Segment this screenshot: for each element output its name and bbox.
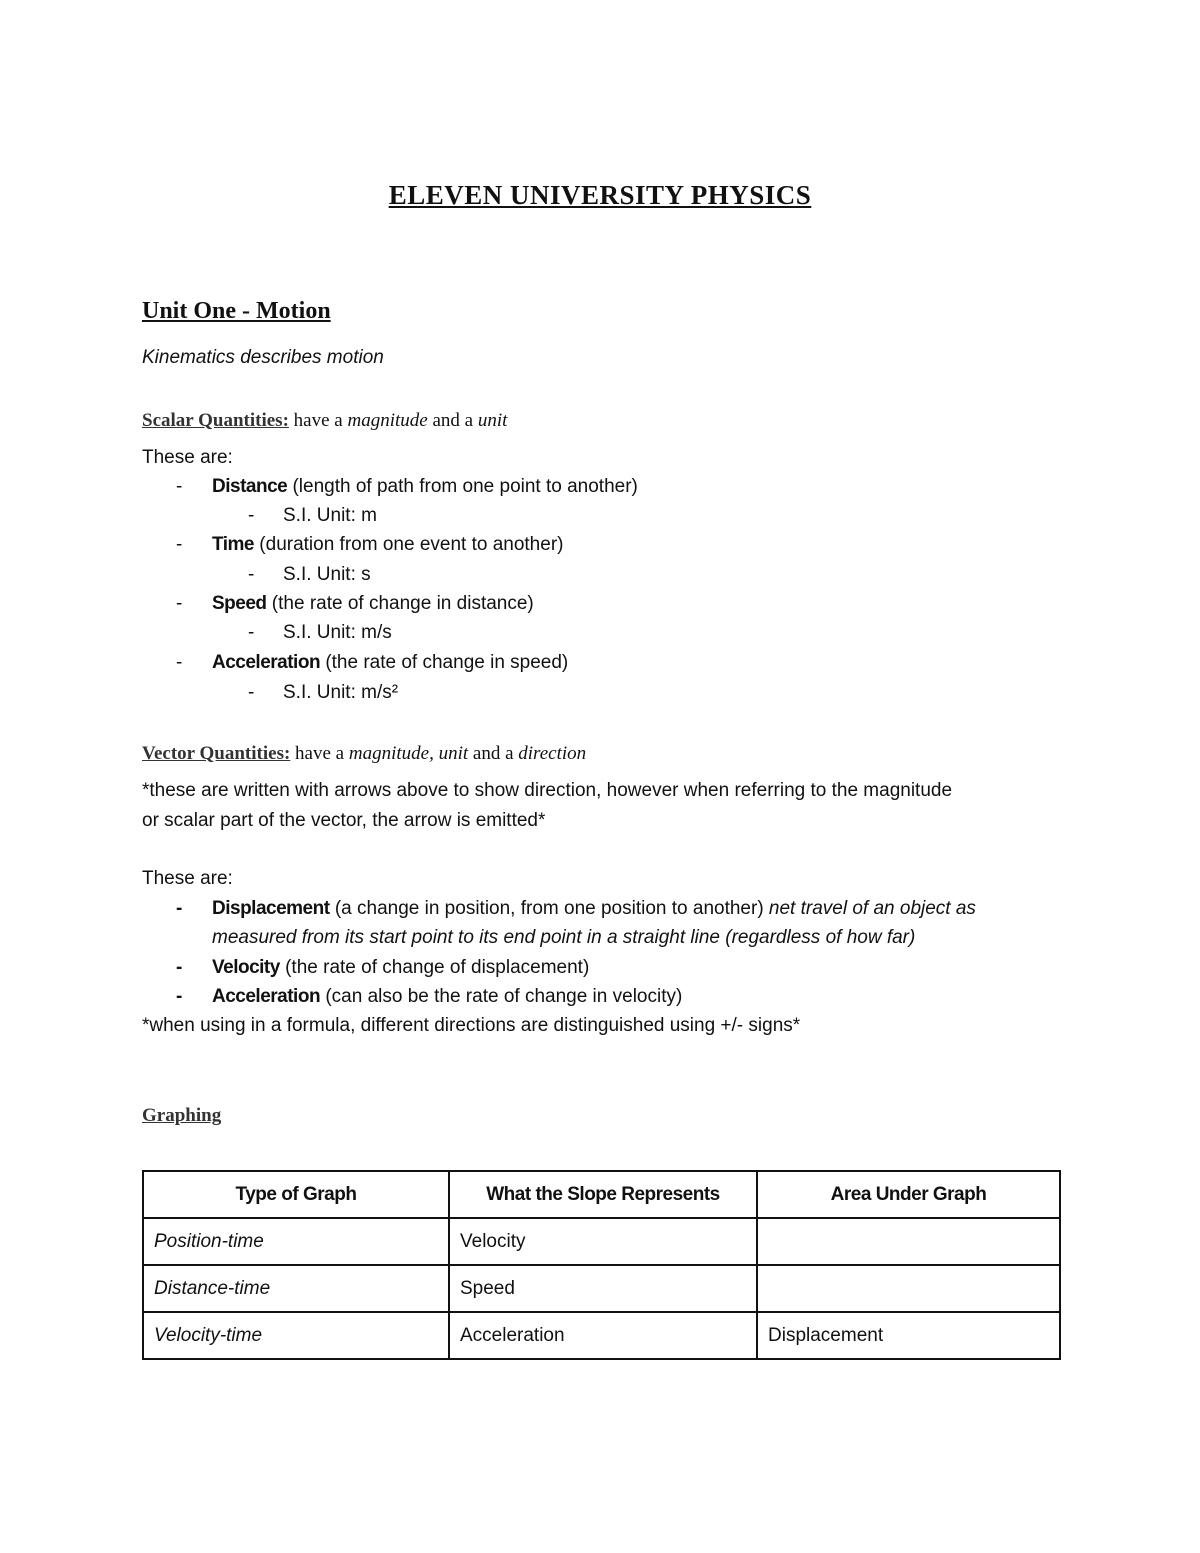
list-item (212, 896, 976, 922)
vector-desc-magnitude: magnitude, unit (348, 743, 469, 764)
term-desc: (can also be the rate of change in velocity) (320, 986, 683, 1007)
term-displacement: Displacement (212, 898, 330, 919)
table-row (143, 1265, 1060, 1312)
table-cell: Velocity-time (143, 1312, 449, 1359)
list-item (212, 474, 638, 500)
bullet-dash: - (176, 534, 183, 555)
list-item (212, 532, 563, 558)
table-header-row (143, 1171, 1060, 1218)
term-desc: (length of path from one point to another) (287, 476, 638, 497)
scalar-desc-and: and a (427, 410, 478, 431)
graphing-heading: Graphing (142, 1105, 222, 1126)
term-desc: (the rate of change in speed) (320, 652, 569, 673)
bullet-dash: - (176, 593, 183, 614)
si-unit: S.I. Unit: m/s (283, 622, 392, 643)
list-item (212, 984, 682, 1010)
scalar-desc-magnitude: magnitude (347, 410, 428, 431)
list-item (212, 955, 589, 981)
term-acceleration: Acceleration (212, 652, 321, 673)
scalar-these-are: These are: (142, 447, 233, 468)
vector-desc-direction: direction (518, 743, 587, 764)
term-time: Time (212, 534, 255, 555)
scalar-heading-line (142, 408, 507, 434)
bullet-dash: - (176, 898, 183, 919)
scalar-heading: Scalar Quantities: (142, 410, 289, 431)
term-desc: (duration from one event to another) (254, 534, 564, 555)
vector-note-line1: *these are written with arrows above to show direction, however when referring to the magnitude (142, 780, 953, 801)
table-cell: Displacement (757, 1312, 1060, 1359)
term-extra-continued: measured from its start point to its end point in a straight line (regardless of how far) (212, 927, 916, 948)
table-row (143, 1218, 1060, 1265)
si-unit: S.I. Unit: m/s² (283, 682, 399, 703)
term-distance: Distance (212, 476, 288, 497)
intro-text: Kinematics describes motion (142, 347, 384, 368)
bullet-dash: - (248, 622, 255, 643)
bullet-dash: - (176, 652, 183, 673)
si-unit: S.I. Unit: m (283, 505, 377, 526)
scalar-desc-unit: unit (477, 410, 508, 431)
vector-these-are: These are: (142, 868, 233, 889)
bullet-dash: - (248, 505, 255, 526)
document-title: ELEVEN UNIVERSITY PHYSICS (388, 180, 812, 210)
vector-desc-pre: have a (290, 743, 349, 764)
list-item (212, 650, 568, 676)
table-row (143, 1312, 1060, 1359)
table-header: What the Slope Represents (449, 1171, 757, 1218)
term-desc: (the rate of change of displacement) (279, 957, 590, 978)
bullet-dash: - (248, 564, 255, 585)
unit-heading: Unit One - Motion (142, 298, 331, 324)
table-cell: Acceleration (449, 1312, 757, 1359)
term-desc: (a change in position, from one position to another) (329, 898, 769, 919)
graphing-heading-line (142, 1103, 221, 1129)
bullet-dash: - (248, 682, 255, 703)
term-acceleration-vector: Acceleration (212, 986, 321, 1007)
term-speed: Speed (212, 593, 267, 614)
table-cell (757, 1265, 1060, 1312)
term-velocity: Velocity (212, 957, 280, 978)
table-cell: Distance-time (143, 1265, 449, 1312)
term-desc: (the rate of change in distance) (266, 593, 534, 614)
scalar-desc-pre: have a (288, 410, 348, 431)
list-item (212, 591, 534, 617)
table-header: Type of Graph (143, 1171, 449, 1218)
vector-note-line2: or scalar part of the vector, the arrow is emitted* (142, 810, 546, 831)
table-cell: Speed (449, 1265, 757, 1312)
graphing-table (142, 1170, 1061, 1360)
table-cell: Position-time (143, 1218, 449, 1265)
formula-note: *when using in a formula, different directions are distinguished using +/- signs* (142, 1015, 801, 1036)
table-cell (757, 1218, 1060, 1265)
bullet-dash: - (176, 986, 183, 1007)
vector-heading-line (142, 741, 586, 767)
table-cell: Velocity (449, 1218, 757, 1265)
bullet-dash: - (176, 957, 183, 978)
term-extra: net travel of an object as (768, 898, 976, 919)
table-header: Area Under Graph (757, 1171, 1060, 1218)
vector-desc-and: and a (468, 743, 519, 764)
vector-heading: Vector Quantities: (142, 743, 291, 764)
si-unit: S.I. Unit: s (283, 564, 371, 585)
bullet-dash: - (176, 476, 183, 497)
